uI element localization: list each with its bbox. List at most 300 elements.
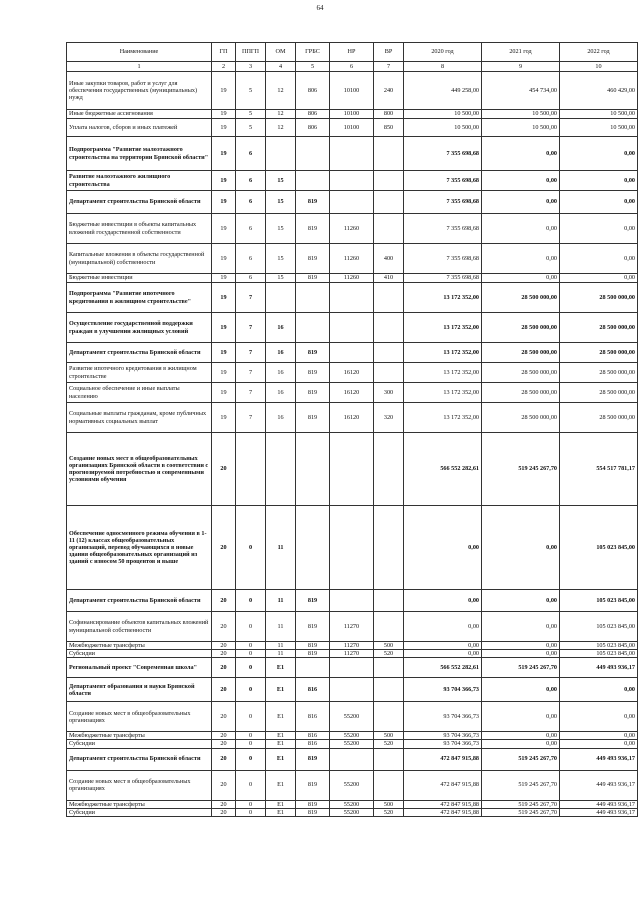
amount-2022: 0,00 <box>560 137 638 171</box>
table-row <box>67 740 638 748</box>
nr-cell: 11260 <box>330 214 374 244</box>
grbs-cell: 819 <box>296 748 330 770</box>
nr-cell <box>330 658 374 678</box>
om-cell: 15 <box>266 244 296 274</box>
grbs-cell: 819 <box>296 800 330 808</box>
column-index: 2 <box>212 62 236 72</box>
amount-2022: 10 500,00 <box>560 119 638 137</box>
gp-cell: 19 <box>212 214 236 244</box>
amount-2022: 0,00 <box>560 274 638 283</box>
grbs-cell: 819 <box>296 642 330 650</box>
amount-2020: 10 500,00 <box>404 110 482 119</box>
amount-2022: 105 023 845,00 <box>560 612 638 642</box>
gp-cell: 20 <box>212 732 236 740</box>
nr-cell: 11260 <box>330 244 374 274</box>
grbs-cell <box>296 137 330 171</box>
om-cell: 11 <box>266 650 296 658</box>
nr-cell <box>330 748 374 770</box>
column-index-row <box>67 62 638 72</box>
ppgp-cell: 7 <box>236 383 266 403</box>
nr-cell <box>330 283 374 313</box>
row-name: Создание новых мест в общеобразовательных организациях Брянской области в соответствии с прогнозируемой потребностью и современными условиями обучения <box>67 433 212 506</box>
amount-2020: 13 172 352,00 <box>404 403 482 433</box>
amount-2022: 105 023 845,00 <box>560 650 638 658</box>
amount-2020: 13 172 352,00 <box>404 363 482 383</box>
table-row <box>67 506 638 590</box>
gp-cell: 20 <box>212 650 236 658</box>
ppgp-cell: 7 <box>236 403 266 433</box>
row-name: Бюджетные инвестиции в объекты капитальных вложений государственной собственности <box>67 214 212 244</box>
amount-2020: 13 172 352,00 <box>404 343 482 363</box>
grbs-cell: 819 <box>296 808 330 816</box>
row-name: Межбюджетные трансферты <box>67 800 212 808</box>
row-name: Департамент строительства Брянской области <box>67 343 212 363</box>
amount-2021: 28 500 000,00 <box>482 283 560 313</box>
table-row <box>67 313 638 343</box>
gp-cell: 19 <box>212 313 236 343</box>
amount-2022: 0,00 <box>560 740 638 748</box>
om-cell: 11 <box>266 612 296 642</box>
gp-cell: 20 <box>212 740 236 748</box>
vr-cell <box>374 770 404 800</box>
om-cell: 15 <box>266 191 296 214</box>
vr-cell: 400 <box>374 244 404 274</box>
budget-table <box>66 42 638 817</box>
col-header-om: ОМ <box>266 43 296 62</box>
gp-cell: 20 <box>212 433 236 506</box>
gp-cell: 20 <box>212 658 236 678</box>
nr-cell <box>330 678 374 702</box>
ppgp-cell: 7 <box>236 363 266 383</box>
table-row <box>67 808 638 816</box>
table-row <box>67 363 638 383</box>
row-name: Региональный проект "Современная школа" <box>67 658 212 678</box>
gp-cell: 19 <box>212 274 236 283</box>
col-header-ppgp: ППГП <box>236 43 266 62</box>
amount-2020: 0,00 <box>404 642 482 650</box>
vr-cell: 500 <box>374 642 404 650</box>
vr-cell <box>374 171 404 191</box>
amount-2020: 10 500,00 <box>404 119 482 137</box>
ppgp-cell: 5 <box>236 72 266 110</box>
amount-2021: 519 245 267,70 <box>482 808 560 816</box>
nr-cell: 55200 <box>330 732 374 740</box>
table-row <box>67 642 638 650</box>
row-name: Создание новых мест в общеобразовательных организациях <box>67 770 212 800</box>
nr-cell: 55200 <box>330 702 374 732</box>
row-name: Субсидии <box>67 808 212 816</box>
gp-cell: 20 <box>212 748 236 770</box>
row-name: Бюджетные инвестиции <box>67 274 212 283</box>
amount-2022: 28 500 000,00 <box>560 403 638 433</box>
om-cell: E1 <box>266 770 296 800</box>
amount-2021: 0,00 <box>482 137 560 171</box>
amount-2020: 93 704 366,73 <box>404 740 482 748</box>
amount-2022: 449 493 936,17 <box>560 748 638 770</box>
row-name: Иные закупки товаров, работ и услуг для обеспечения государственных (муниципальных) нужд <box>67 72 212 110</box>
grbs-cell: 819 <box>296 770 330 800</box>
table-row <box>67 403 638 433</box>
gp-cell: 19 <box>212 110 236 119</box>
om-cell: 11 <box>266 590 296 612</box>
table-row <box>67 678 638 702</box>
table-row <box>67 748 638 770</box>
amount-2022: 105 023 845,00 <box>560 506 638 590</box>
gp-cell: 19 <box>212 363 236 383</box>
amount-2022: 28 500 000,00 <box>560 313 638 343</box>
column-index: 1 <box>67 62 212 72</box>
amount-2021: 0,00 <box>482 732 560 740</box>
om-cell <box>266 283 296 313</box>
table-row <box>67 72 638 110</box>
table-row <box>67 244 638 274</box>
amount-2020: 472 847 915,88 <box>404 748 482 770</box>
vr-cell <box>374 214 404 244</box>
nr-cell <box>330 590 374 612</box>
amount-2021: 0,00 <box>482 612 560 642</box>
grbs-cell: 819 <box>296 590 330 612</box>
amount-2021: 519 245 267,70 <box>482 770 560 800</box>
grbs-cell: 819 <box>296 612 330 642</box>
table-row <box>67 702 638 732</box>
vr-cell <box>374 433 404 506</box>
amount-2021: 519 245 267,70 <box>482 800 560 808</box>
om-cell <box>266 137 296 171</box>
gp-cell: 19 <box>212 244 236 274</box>
amount-2021: 0,00 <box>482 678 560 702</box>
om-cell: 11 <box>266 642 296 650</box>
ppgp-cell: 0 <box>236 678 266 702</box>
table-row <box>67 433 638 506</box>
vr-cell: 850 <box>374 119 404 137</box>
table-body <box>67 72 638 817</box>
ppgp-cell: 6 <box>236 171 266 191</box>
row-name: Обеспечение односменного режима обучения в 1-11 (12) классах общеобразовательных организаций, перевод обучающихся в новые здания общеобразовательных организаций из зданий с износом 50 процентов и выше <box>67 506 212 590</box>
amount-2020: 0,00 <box>404 590 482 612</box>
table-row <box>67 590 638 612</box>
om-cell: E1 <box>266 702 296 732</box>
amount-2020: 7 355 698,68 <box>404 191 482 214</box>
amount-2022: 449 493 936,17 <box>560 770 638 800</box>
amount-2022: 0,00 <box>560 244 638 274</box>
column-index: 9 <box>482 62 560 72</box>
gp-cell: 20 <box>212 702 236 732</box>
amount-2022: 554 517 781,17 <box>560 433 638 506</box>
vr-cell: 410 <box>374 274 404 283</box>
amount-2022: 105 023 845,00 <box>560 590 638 612</box>
amount-2022: 28 500 000,00 <box>560 383 638 403</box>
nr-cell <box>330 171 374 191</box>
om-cell: E1 <box>266 748 296 770</box>
row-name: Подпрограмма "Развитие ипотечного кредитования в жилищном строительстве" <box>67 283 212 313</box>
row-name: Департамент строительства Брянской области <box>67 748 212 770</box>
ppgp-cell: 6 <box>236 244 266 274</box>
table-row <box>67 343 638 363</box>
om-cell <box>266 433 296 506</box>
amount-2020: 472 847 915,88 <box>404 800 482 808</box>
gp-cell: 20 <box>212 590 236 612</box>
gp-cell: 19 <box>212 72 236 110</box>
vr-cell <box>374 137 404 171</box>
amount-2021: 519 245 267,70 <box>482 658 560 678</box>
om-cell: E1 <box>266 808 296 816</box>
nr-cell: 11260 <box>330 274 374 283</box>
ppgp-cell: 0 <box>236 808 266 816</box>
amount-2021: 28 500 000,00 <box>482 383 560 403</box>
grbs-cell <box>296 433 330 506</box>
grbs-cell: 819 <box>296 274 330 283</box>
col-header-name: Наименование <box>67 43 212 62</box>
ppgp-cell: 0 <box>236 650 266 658</box>
nr-cell: 55200 <box>330 808 374 816</box>
vr-cell <box>374 343 404 363</box>
nr-cell: 11270 <box>330 642 374 650</box>
amount-2022: 0,00 <box>560 191 638 214</box>
row-name: Социальные выплаты гражданам, кроме публичных нормативных социальных выплат <box>67 403 212 433</box>
gp-cell: 19 <box>212 191 236 214</box>
grbs-cell: 816 <box>296 678 330 702</box>
row-name: Социальное обеспечение и иные выплаты населению <box>67 383 212 403</box>
ppgp-cell: 0 <box>236 800 266 808</box>
nr-cell: 16120 <box>330 403 374 433</box>
om-cell: 12 <box>266 72 296 110</box>
amount-2020: 566 552 282,61 <box>404 433 482 506</box>
table-row <box>67 110 638 119</box>
grbs-cell <box>296 658 330 678</box>
grbs-cell: 816 <box>296 732 330 740</box>
table-row <box>67 770 638 800</box>
amount-2022: 449 493 936,17 <box>560 658 638 678</box>
amount-2020: 472 847 915,88 <box>404 808 482 816</box>
grbs-cell: 806 <box>296 72 330 110</box>
om-cell: 15 <box>266 274 296 283</box>
gp-cell: 20 <box>212 770 236 800</box>
vr-cell: 520 <box>374 740 404 748</box>
row-name: Иные бюджетные ассигнования <box>67 110 212 119</box>
vr-cell <box>374 612 404 642</box>
table-row <box>67 119 638 137</box>
row-name: Осуществление государственной поддержки граждан в улучшении жилищных условий <box>67 313 212 343</box>
ppgp-cell: 0 <box>236 702 266 732</box>
ppgp-cell: 5 <box>236 110 266 119</box>
amount-2022: 449 493 936,17 <box>560 808 638 816</box>
amount-2020: 566 552 282,61 <box>404 658 482 678</box>
om-cell: 11 <box>266 506 296 590</box>
grbs-cell <box>296 506 330 590</box>
col-header-2021: 2021 год <box>482 43 560 62</box>
grbs-cell: 806 <box>296 119 330 137</box>
amount-2022: 28 500 000,00 <box>560 363 638 383</box>
nr-cell: 55200 <box>330 800 374 808</box>
table-row <box>67 137 638 171</box>
gp-cell: 20 <box>212 808 236 816</box>
table-row <box>67 191 638 214</box>
amount-2020: 7 355 698,68 <box>404 274 482 283</box>
vr-cell: 500 <box>374 732 404 740</box>
amount-2022: 0,00 <box>560 678 638 702</box>
amount-2022: 10 500,00 <box>560 110 638 119</box>
vr-cell: 300 <box>374 383 404 403</box>
row-name: Департамент строительства Брянской области <box>67 590 212 612</box>
col-header-2022: 2022 год <box>560 43 638 62</box>
amount-2020: 13 172 352,00 <box>404 313 482 343</box>
row-name: Субсидии <box>67 650 212 658</box>
row-name: Субсидии <box>67 740 212 748</box>
grbs-cell: 816 <box>296 702 330 732</box>
column-index: 6 <box>330 62 374 72</box>
ppgp-cell: 0 <box>236 732 266 740</box>
grbs-cell: 819 <box>296 650 330 658</box>
ppgp-cell: 6 <box>236 274 266 283</box>
om-cell: 16 <box>266 403 296 433</box>
amount-2021: 28 500 000,00 <box>482 313 560 343</box>
amount-2020: 93 704 366,73 <box>404 702 482 732</box>
row-name: Создание новых мест в общеобразовательных организациях <box>67 702 212 732</box>
row-name: Межбюджетные трансферты <box>67 642 212 650</box>
amount-2020: 0,00 <box>404 612 482 642</box>
table-row <box>67 214 638 244</box>
row-name: Уплата налогов, сборов и иных платежей <box>67 119 212 137</box>
ppgp-cell: 0 <box>236 658 266 678</box>
amount-2021: 519 245 267,70 <box>482 748 560 770</box>
header-row <box>67 43 638 62</box>
row-name: Софинансирование объектов капитальных вложений муниципальной собственности <box>67 612 212 642</box>
vr-cell <box>374 283 404 313</box>
amount-2021: 28 500 000,00 <box>482 403 560 433</box>
amount-2022: 0,00 <box>560 214 638 244</box>
ppgp-cell: 6 <box>236 137 266 171</box>
vr-cell: 240 <box>374 72 404 110</box>
nr-cell <box>330 313 374 343</box>
gp-cell: 20 <box>212 612 236 642</box>
nr-cell: 10100 <box>330 72 374 110</box>
col-header-nr: НР <box>330 43 374 62</box>
amount-2021: 454 734,00 <box>482 72 560 110</box>
amount-2021: 10 500,00 <box>482 119 560 137</box>
table-row <box>67 383 638 403</box>
row-name: Департамент образования и науки Брянской области <box>67 678 212 702</box>
amount-2020: 7 355 698,68 <box>404 137 482 171</box>
amount-2020: 7 355 698,68 <box>404 244 482 274</box>
amount-2022: 0,00 <box>560 732 638 740</box>
ppgp-cell: 5 <box>236 119 266 137</box>
ppgp-cell: 0 <box>236 770 266 800</box>
amount-2021: 28 500 000,00 <box>482 363 560 383</box>
gp-cell: 20 <box>212 678 236 702</box>
table-row <box>67 800 638 808</box>
gp-cell: 20 <box>212 506 236 590</box>
vr-cell <box>374 702 404 732</box>
nr-cell <box>330 506 374 590</box>
ppgp-cell: 0 <box>236 590 266 612</box>
column-index: 4 <box>266 62 296 72</box>
ppgp-cell: 0 <box>236 642 266 650</box>
amount-2021: 0,00 <box>482 650 560 658</box>
om-cell: 16 <box>266 363 296 383</box>
grbs-cell: 819 <box>296 343 330 363</box>
table-row <box>67 650 638 658</box>
grbs-cell <box>296 171 330 191</box>
amount-2020: 7 355 698,68 <box>404 214 482 244</box>
amount-2020: 0,00 <box>404 506 482 590</box>
col-header-grbs: ГРБС <box>296 43 330 62</box>
amount-2021: 0,00 <box>482 702 560 732</box>
amount-2021: 0,00 <box>482 244 560 274</box>
grbs-cell: 819 <box>296 214 330 244</box>
nr-cell <box>330 137 374 171</box>
vr-cell <box>374 658 404 678</box>
grbs-cell <box>296 313 330 343</box>
nr-cell <box>330 343 374 363</box>
ppgp-cell <box>236 433 266 506</box>
table-row <box>67 283 638 313</box>
grbs-cell <box>296 283 330 313</box>
nr-cell: 16120 <box>330 383 374 403</box>
amount-2020: 449 258,00 <box>404 72 482 110</box>
row-name: Департамент строительства Брянской области <box>67 191 212 214</box>
gp-cell: 19 <box>212 119 236 137</box>
amount-2021: 0,00 <box>482 274 560 283</box>
amount-2020: 93 704 366,73 <box>404 732 482 740</box>
amount-2021: 519 245 267,70 <box>482 433 560 506</box>
grbs-cell: 819 <box>296 244 330 274</box>
om-cell: E1 <box>266 732 296 740</box>
om-cell: 15 <box>266 214 296 244</box>
amount-2022: 460 429,00 <box>560 72 638 110</box>
nr-cell: 16120 <box>330 363 374 383</box>
ppgp-cell: 6 <box>236 191 266 214</box>
gp-cell: 20 <box>212 642 236 650</box>
amount-2021: 0,00 <box>482 590 560 612</box>
vr-cell <box>374 590 404 612</box>
vr-cell <box>374 678 404 702</box>
table-row <box>67 658 638 678</box>
vr-cell <box>374 748 404 770</box>
ppgp-cell: 7 <box>236 313 266 343</box>
vr-cell: 800 <box>374 110 404 119</box>
col-header-gp: ГП <box>212 43 236 62</box>
om-cell: 12 <box>266 119 296 137</box>
amount-2022: 0,00 <box>560 702 638 732</box>
gp-cell: 19 <box>212 403 236 433</box>
grbs-cell: 819 <box>296 363 330 383</box>
vr-cell <box>374 363 404 383</box>
gp-cell: 19 <box>212 383 236 403</box>
vr-cell: 520 <box>374 650 404 658</box>
amount-2021: 0,00 <box>482 214 560 244</box>
column-index: 3 <box>236 62 266 72</box>
om-cell: E1 <box>266 740 296 748</box>
nr-cell: 55200 <box>330 770 374 800</box>
amount-2022: 0,00 <box>560 171 638 191</box>
amount-2022: 105 023 845,00 <box>560 642 638 650</box>
om-cell: E1 <box>266 678 296 702</box>
row-name: Межбюджетные трансферты <box>67 732 212 740</box>
om-cell: 15 <box>266 171 296 191</box>
ppgp-cell: 0 <box>236 748 266 770</box>
ppgp-cell: 7 <box>236 343 266 363</box>
gp-cell: 19 <box>212 171 236 191</box>
gp-cell: 19 <box>212 137 236 171</box>
ppgp-cell: 0 <box>236 506 266 590</box>
amount-2020: 0,00 <box>404 650 482 658</box>
col-header-2020: 2020 год <box>404 43 482 62</box>
gp-cell: 19 <box>212 343 236 363</box>
nr-cell: 55200 <box>330 740 374 748</box>
grbs-cell: 806 <box>296 110 330 119</box>
table-row <box>67 612 638 642</box>
vr-cell: 500 <box>374 800 404 808</box>
